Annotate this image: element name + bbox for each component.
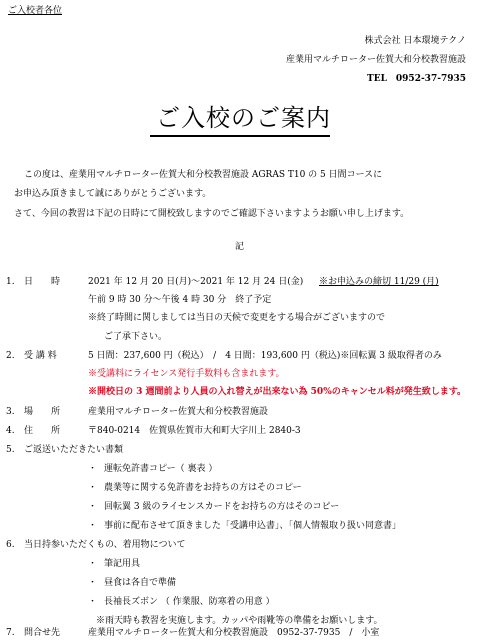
recipient-label: ご入校者各位 [8,6,63,16]
item-1-label: 日 時 [24,277,61,287]
item-5-list-1: 運転免許書コピー（ 裏表 ） [104,464,218,474]
intro-line-3: さて、今回の教習は下記の日時にて開校致しますのでご確認下さいますようお願い申し上げます。 [14,209,410,219]
item-1-note-2: ご了承下さい。 [104,332,168,342]
item-5-bullet-4: ・ [88,521,98,531]
item-1-deadline: ※お申込みの締切 11/29 (月) [319,277,439,287]
sender-company: 株式会社 日本環境テクノ [364,36,466,46]
sender-tel: TEL 0952-37-7935 [367,74,466,84]
item-5-label: ご返送いただきたい書類 [24,445,124,455]
item-5-number: 5. [6,445,15,455]
item-2-number: 2. [6,351,15,361]
item-6-bullet-2: ・ [88,578,98,588]
item-1-note-1: ※終了時間に関しましては当日の天候で変更をする場合がございますので [88,313,386,323]
item-5-list-2: 農業等に関する免許書をお持ちの方はそのコピー [104,483,302,493]
item-6-list-3: 長袖長ズボン （ 作業服、防寒着の用意 ） [104,597,275,607]
item-4-number: 4. [6,426,15,436]
item-1-time: 午前 9 時 30 分～午後 4 時 30 分 終了予定 [88,295,272,305]
item-4-value: 〒840-0214 佐賀県佐賀市大和町大字川上 2840-3 [88,426,301,436]
item-3-value: 産業用マルチローター佐賀大和分校教習施設 [88,407,269,417]
item-2-fees: 5 日間：237,600 円（税込） / 4 日間：193,600 円（税込)※回転翼 3 級取得者のみ [88,351,442,361]
sender-facility: 産業用マルチローター佐賀大和分校教習施設 [285,55,466,65]
item-7-number: 7. [6,628,15,638]
item-5-bullet-1: ・ [88,464,98,474]
item-5-bullet-3: ・ [88,502,98,512]
item-1-number: 1. [6,277,15,287]
item-3-label: 場 所 [24,407,61,417]
item-5-list-3: 回転翼 3 級のライセンスカードをお持ちの方はそのコピー [104,502,340,512]
item-7-label: 問合せ先 [24,628,61,638]
item-6-label: 当日持参いただくもの、着用物について [24,540,186,550]
item-1-date: 2021 年 12 月 20 日(月)～2021 年 12 月 24 日(金) [88,277,304,287]
item-6-bullet-3: ・ [88,597,98,607]
item-6-note: ※雨天時も教習を実施します。カッパや雨靴等の準備をお願いします。 [96,616,383,626]
page-title: ご入校のご案内 [156,104,331,132]
item-2-label: 受 講 料 [24,351,57,361]
item-5-list-4: 事前に配布させて頂きました「受講申込書」、「個人情報取り扱い同意書」 [104,521,402,531]
ki-label: 記 [235,242,245,252]
intro-line-1: この度は、産業用マルチローター佐賀大和分校教習施設 AGRAS T10 の 5 日間コースに [24,170,383,180]
item-6-list-1: 筆記用具 [104,559,141,569]
item-6-number: 6. [6,540,15,550]
intro-line-2: お申込み頂きまして誠にありがとうございます。 [14,189,212,199]
item-2-red-note-2: ※開校日の 3 週間前より人員の入れ替えが出来ない為 50%のキャンセル料が発生致します。 [88,387,467,397]
item-5-bullet-2: ・ [88,483,98,493]
item-2-red-note-1: ※受講料にライセンス発行手数料も含まれます。 [88,369,285,379]
item-3-number: 3. [6,407,15,417]
item-7-value: 産業用マルチローター佐賀大和分校教習施設 0952-37-7935 / 小室 [88,628,380,638]
item-4-label: 住 所 [24,426,61,436]
item-6-list-2: 昼食は各自で準備 [104,578,177,588]
title-underline [150,135,330,137]
item-6-bullet-1: ・ [88,559,98,569]
